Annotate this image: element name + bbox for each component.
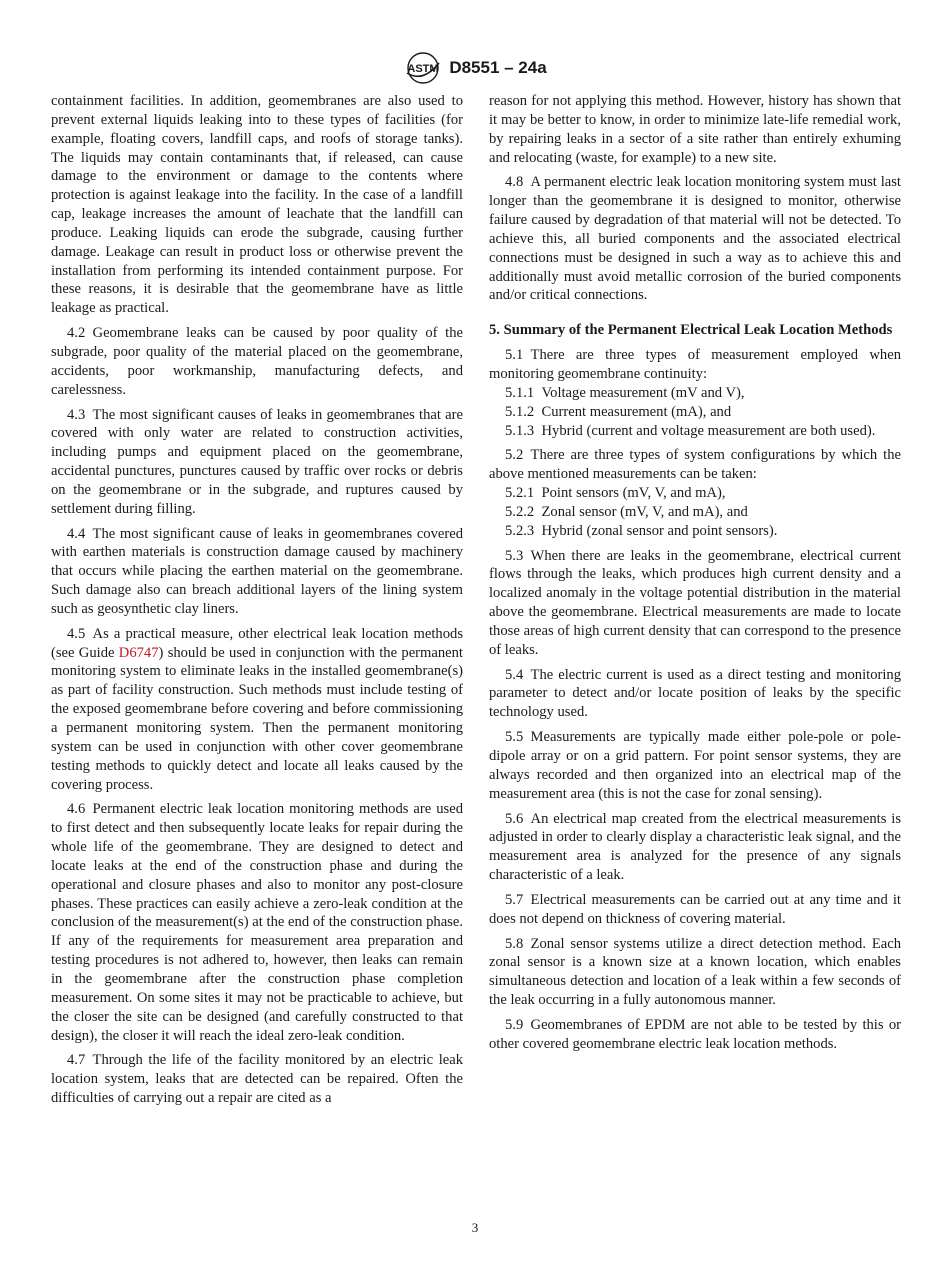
paragraph-5-8: 5.8 Zonal sensor systems utilize a direct detection method. Each zonal sensor is a known size at a known location, which enables simultaneous detection and location of a leak within a few seconds of the leak occurring in a fully autonomous manner. <box>489 935 901 1009</box>
paragraph-4-3: 4.3 The most significant causes of leaks in geomembranes that are covered with only water are related to construction activities, including pumps and equipment placed on the geomembrane, accidental punctures, punctures caused by traffic over rocks or debris on the geomembrane or in the subgrade, and ruptures caused by settlement during filling. <box>51 406 463 517</box>
paragraph-4-5-text-cont: ) should be used in conjunction with the permanent monitoring system to eliminate leaks in the installed geomembrane(s) as part of facility construction. Such methods must include testing of the exposed geomembrane before covering and before commissioning a permanent monitoring system. Then the permanent monitoring system can be used in conjunction with other cover geomembrane testing methods to quickly detect and locate all leaks caused by the covering process. <box>51 644 463 793</box>
paragraph-4-5 <box>51 625 463 795</box>
paragraph-5-2-2: 5.2.2 Zonal sensor (mV, V, and mA), and <box>505 503 748 520</box>
paragraph-4-7-continued: reason for not applying this method. However, history has shown that it may be better to know, in order to minimize late-life remedial work, by repairing leaks in a sector of a site rather than entirely exhuming and relocating (waste, for example) to a new site. <box>489 93 901 166</box>
page-number: 3 <box>471 1220 479 1235</box>
section-5-heading: 5. Summary of the Permanent Electrical Leak Location Methods <box>489 322 893 339</box>
paragraph-4-2: 4.2 Geomembrane leaks can be caused by poor quality of the subgrade, poor quality of the material placed on the geomembrane, accidents, poor workmanship, manufacturing defects, and carelessness. <box>51 325 463 398</box>
page-header <box>0 50 950 86</box>
paragraph-5-1-3: 5.1.3 Hybrid (current and voltage measurement are both used). <box>505 422 876 439</box>
left-column <box>51 92 463 1114</box>
paragraph-5-2-1: 5.2.1 Point sensors (mV, V, and mA), <box>505 485 726 502</box>
paragraph-4-1-continued: containment facilities. In addition, geomembranes are also used to prevent external liquids leaking into to these types of facilities (for example, floating covers, landfill caps, and roofs of storage tanks). The liquids may contain contaminants that, if released, can cause damage to the environment or damage to the contents where protection is against leakage into the facility. In the case of a landfill cap, leakage increases the amount of leachate that the landfill can produce. Leaking liquids can erode the subgrade, causing further damage. Leakage can result in product loss or otherwise prevent the installation from performing its intended containment purpose. For these reasons, it is desirable that the geomembrane have as little leakage as practical. <box>51 93 463 317</box>
paragraph-5-2: 5.2 There are three types of system configurations by which the above mentioned measurements can be taken: <box>489 447 901 483</box>
paragraph-4-8: 4.8 A permanent electric leak location monitoring system must last longer than the geomembrane it is designed to monitor, otherwise failure caused by degradation of that material will not be detected. To achieve this, all buried components and the associated electrical connections must be designed in such a way as to achieve this and additionally must avoid metallic corrosion of the buried components and/or critical connections. <box>489 174 901 304</box>
paragraph-4-5-text: 4.5 As a practical measure, other electrical leak location methods (see Guide <box>51 625 463 661</box>
paragraph-5-5: 5.5 Measurements are typically made either pole-pole or pole-dipole array or on a grid pattern. For point sensor systems, they are always recorded and then organized into an electrical map of the measurement area (this is not the case for zonal sensing). <box>489 729 901 802</box>
astm-logo-icon <box>403 51 443 85</box>
paragraph-4-7: 4.7 Through the life of the facility monitored by an electric leak location system, leaks that are detected can be repaired. Often the difficulties of carrying out a repair are cited as a <box>51 1052 463 1107</box>
paragraph-4-6: 4.6 Permanent electric leak location monitoring methods are used to first detect and then subsequently locate leaks for repair during the whole life of the geomembrane. They are designed to detect and locate leaks at the end of the construction phase and during the operational and closure phases and also to monitor any post-closure phases. These practices can easily achieve a zero-leak condition at the conclusion of the measurement(s) at the end of the construction phase. If any of the requirements for measurement area preparation and testing procedures is not adhered to, however, then leaks can remain in the geomembrane after the construction phase completion measurement. On some sites it may not be practicable to achieve, but the closer the site can be designed (and carefully constructed to that design), the closer it will reach the ideal zero-leak condition. <box>51 801 463 1044</box>
paragraph-5-2-3: 5.2.3 Hybrid (zonal sensor and point sensors). <box>505 522 778 539</box>
paragraph-5-3: 5.3 When there are leaks in the geomembrane, electrical current flows through the leaks, which produces high current density and a localized anomaly in the voltage potential distribution in the material above the geomembrane. Electrical measurements are made to locate those areas of high current density that can correspond to the presence of leaks. <box>489 547 901 658</box>
document-designation: D8551 – 24a <box>449 58 547 77</box>
svg-text:ASTM: ASTM <box>407 63 439 75</box>
paragraph-5-1-2: 5.1.2 Current measurement (mA), and <box>505 403 732 420</box>
guide-d6747-link[interactable]: D6747 <box>118 644 159 661</box>
paragraph-5-9: 5.9 Geomembranes of EPDM are not able to be tested by this or other covered geomembrane electric leak location methods. <box>489 1016 901 1052</box>
paragraph-5-4: 5.4 The electric current is used as a direct testing and monitoring parameter to detect and/or locate position of leaks by the specific technology used. <box>489 666 901 721</box>
paragraph-5-7: 5.7 Electrical measurements can be carried out at any time and it does not depend on thickness of covering material. <box>489 891 901 927</box>
paragraph-5-6: 5.6 An electrical map created from the electrical measurements is adjusted in order to clearly display a characteristic leak signal, and the measurement area is analyzed for the presence of any signals characteristic of a leak. <box>489 810 901 884</box>
paragraph-5-1: 5.1 There are three types of measurement employed when monitoring geomembrane continuity: <box>489 347 901 382</box>
paragraph-5-1-1: 5.1.1 Voltage measurement (mV and V), <box>505 384 745 401</box>
right-column <box>489 92 901 1060</box>
paragraph-4-4: 4.4 The most significant cause of leaks in geomembranes covered with earthen materials is construction damage caused by machinery that occurs while placing the earthen material on the geomembrane. Such damage also can breach additional layers of the lining system such as geosynthetic clay liners. <box>51 525 463 617</box>
